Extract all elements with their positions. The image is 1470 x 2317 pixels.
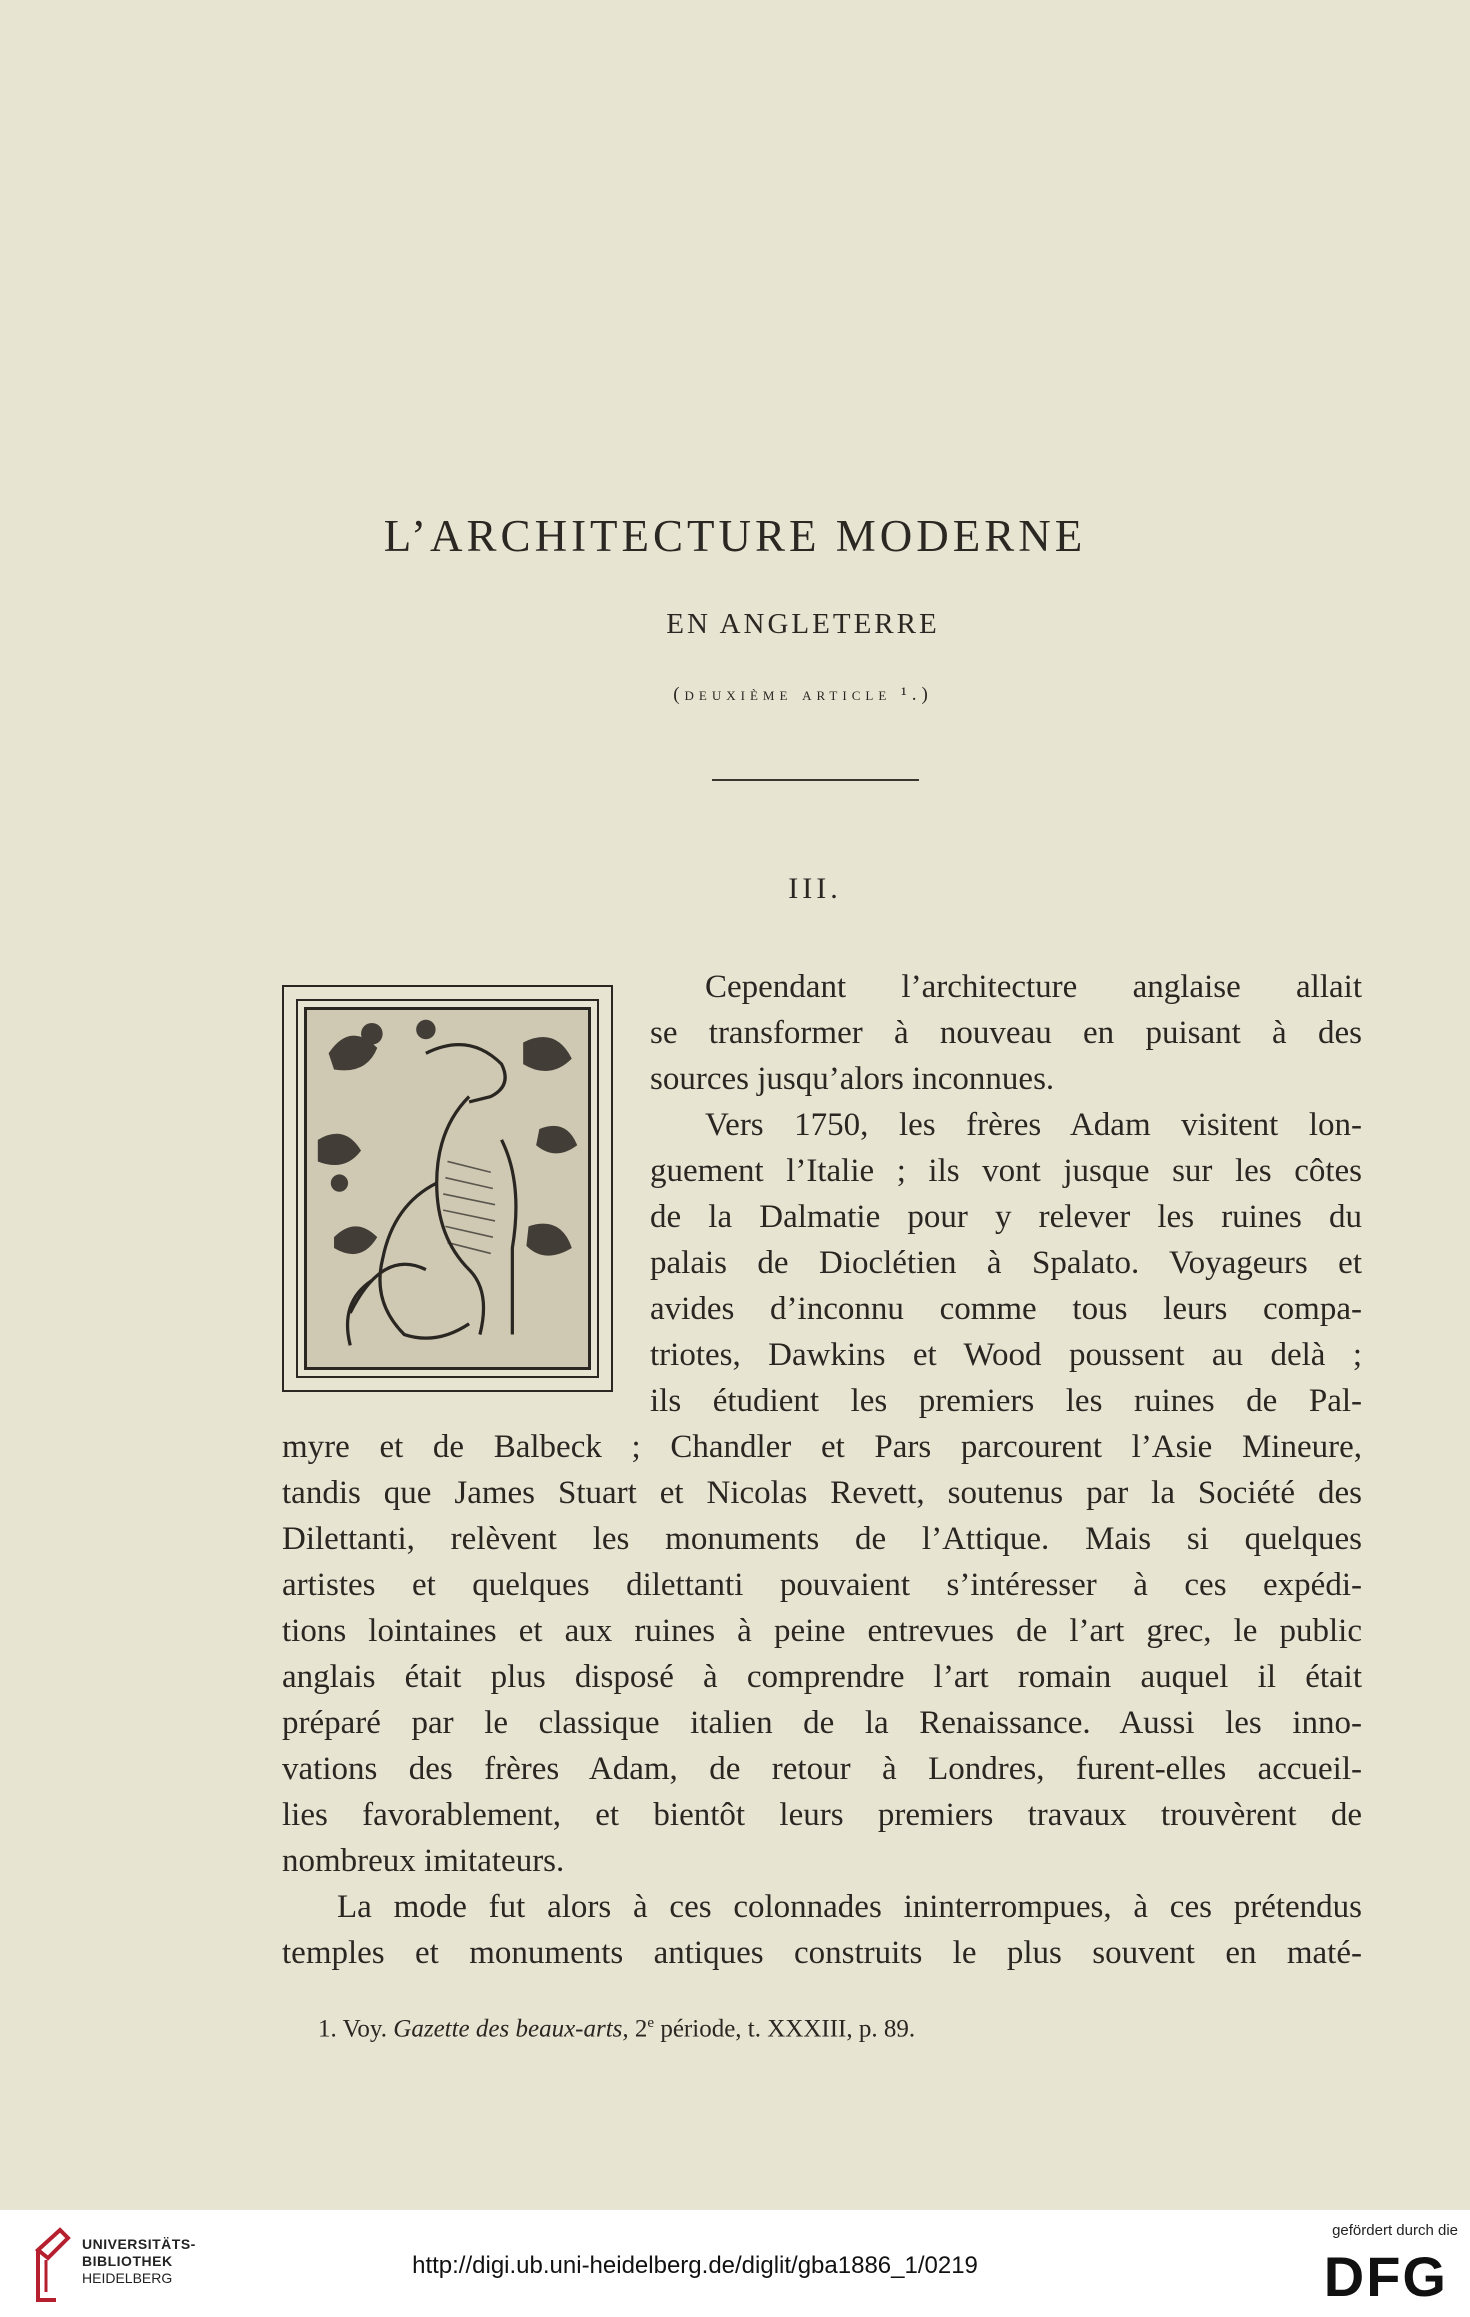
text-line: sources jusqu’alors inconnues. (650, 1061, 1055, 1097)
dfg-logo: DFG (1323, 2245, 1448, 2308)
text-line: lies favorablement, et bientôt leurs premiers travaux trouvèrent de (282, 1797, 1362, 1833)
footnote-period-sup: e (647, 2015, 655, 2031)
permalink (0, 2252, 1470, 2280)
vignette-frame-inner (304, 1007, 591, 1370)
text-line: tandis que James Stuart et Nicolas Revett, soutenus par la Société des (282, 1475, 1362, 1511)
text-line: tions lointaines et aux ruines à peine entrevues de l’art grec, le public (282, 1613, 1362, 1649)
text-line: vations des frères Adam, de retour à Londres, furent-elles accueil- (282, 1751, 1362, 1787)
text-line: temples et monuments antiques construits le plus souvent en maté- (282, 1935, 1362, 1971)
text-line: de la Dalmatie pour y relever les ruines du (650, 1199, 1362, 1235)
footnote-number: 1. (318, 2015, 337, 2043)
article-note-text: (deuxième article ¹.) (673, 684, 933, 705)
text-line: Cependant l’architecture anglaise allait (705, 969, 1362, 1005)
text-line: se transformer à nouveau en puisant à des (650, 1015, 1362, 1051)
decorative-vignette (282, 985, 613, 1392)
text-line: guement l’Italie ; ils vont jusque sur les côtes (650, 1153, 1362, 1189)
footnote-journal: Gazette des beaux-arts, (393, 2015, 629, 2043)
text-line: palais de Dioclétien à Spalato. Voyageurs et (650, 1245, 1362, 1281)
text-line: avides d’inconnu comme tous leurs compa- (650, 1291, 1362, 1327)
permalink-link[interactable]: http://digi.ub.uni-heidelberg.de/diglit/gba1886_1/0219 (412, 2252, 978, 2279)
text-line: préparé par le classique italien de la Renaissance. Aussi les inno- (282, 1705, 1362, 1741)
text-line: myre et de Balbeck ; Chandler et Pars parcourent l’Asie Mineure, (282, 1429, 1362, 1465)
footnote-rest: période, t. XXXIII, p. 89. (660, 2015, 916, 2043)
text-line: artistes et quelques dilettanti pouvaient s’intéresser à ces expédi- (282, 1567, 1362, 1603)
text-line: Dilettanti, relèvent les monuments de l’Attique. Mais si quelques (282, 1521, 1362, 1557)
section-number-text: III. (788, 872, 842, 905)
paragraph-intro (650, 964, 1362, 1424)
footnote-period-num: 2 (634, 2015, 648, 2043)
funding-note: gefördert durch die (1332, 2222, 1458, 2239)
article-title: L’ARCHITECTURE MODERNE (383, 511, 1087, 561)
text-line: Vers 1750, les frères Adam visitent lon- (705, 1107, 1362, 1143)
article-subtitle (0, 608, 1470, 641)
hound-among-foliage-icon (307, 1010, 588, 1367)
text-line: anglais était plus disposé à comprendre l’art romain auquel il était (282, 1659, 1362, 1695)
footnote (318, 2015, 915, 2043)
section-number (0, 872, 1470, 906)
text-line: La mode fut alors à ces colonnades ininterrompues, à ces prétendus (337, 1889, 1362, 1925)
text-line: nombreux imitateurs. (282, 1843, 565, 1879)
title-rule (712, 779, 919, 781)
text-line: triotes, Dawkins et Wood poussent au delà ; (650, 1337, 1362, 1373)
library-line-2: BIBLIOTHEK (82, 2253, 173, 2269)
article-subtitle-text: EN ANGLETERRE (666, 608, 940, 640)
text-line: ils étudient les premiers les ruines de Pal- (650, 1383, 1362, 1419)
library-line-3: HEIDELBERG (82, 2270, 173, 2286)
library-line-1: UNIVERSITÄTS- (82, 2236, 196, 2252)
article-note (0, 684, 1470, 706)
footnote-prefix: Voy. (342, 2015, 388, 2043)
paragraph-continued (282, 1424, 1362, 1976)
